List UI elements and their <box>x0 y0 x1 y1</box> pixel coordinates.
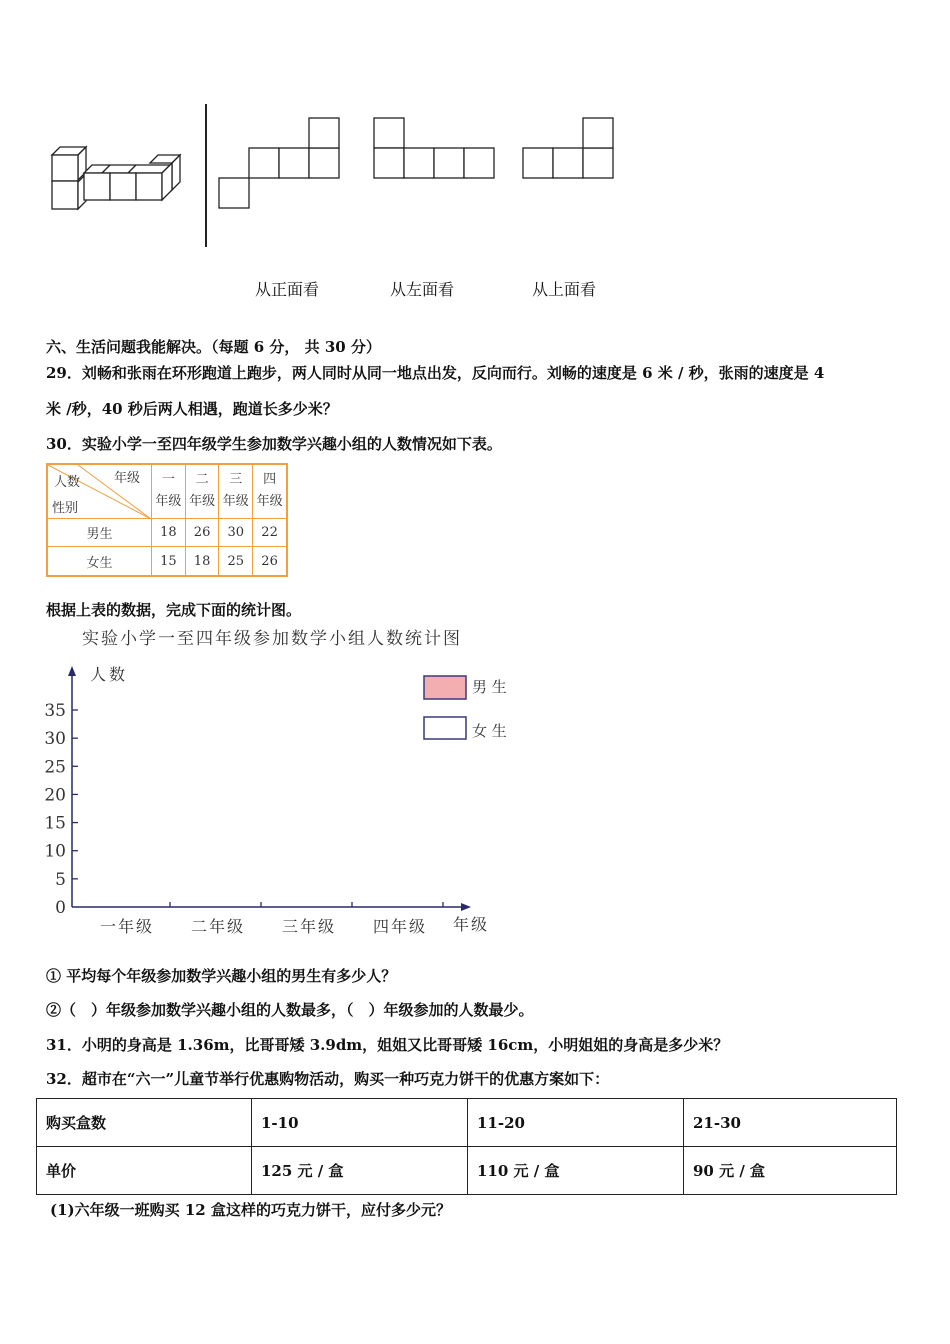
legend-label-girls: 女 生 <box>472 722 507 740</box>
table-cell: 单价 <box>37 1147 252 1195</box>
y-tick-label: 30 <box>44 729 66 750</box>
chart-title: 实验小学一至四年级参加数学小组人数统计图 <box>82 629 462 649</box>
y-tick-label: 10 <box>44 841 66 862</box>
legend-swatch-boys <box>424 676 466 699</box>
table-row <box>37 1147 897 1195</box>
table-header-cell: 购买盒数 <box>37 1099 252 1147</box>
y-tick-label: 35 <box>44 701 66 721</box>
table-cell: 18 <box>152 518 186 547</box>
front-view-label: 从正面看 <box>255 280 320 299</box>
cube-solid-figure <box>52 147 180 209</box>
interest-group-table <box>46 463 288 577</box>
row-label: 女生 <box>47 547 152 576</box>
table-cell: 22 <box>253 518 287 547</box>
table-header-cell: 11-20 <box>468 1099 684 1147</box>
y-tick-label: 20 <box>44 785 66 806</box>
x-category-label: 四年级 <box>373 917 428 936</box>
grade-header: 四 年级 <box>253 464 287 518</box>
legend-swatch-girls <box>424 717 466 739</box>
table-cell: 110 元 / 盒 <box>468 1147 684 1195</box>
row-label: 男生 <box>47 518 152 547</box>
table-cell: 25 <box>219 547 253 576</box>
q31-text: 31．小明的身高是 1.36m，比哥哥矮 3.9dm，姐姐又比哥哥矮 16cm，小明姐姐的身高是多少米？ <box>46 1036 729 1054</box>
grade-header: 一 年级 <box>152 464 186 518</box>
legend-label-boys: 男 生 <box>472 678 507 696</box>
grade-header: 三 年级 <box>219 464 253 518</box>
corner-gender-label: 性别 <box>52 501 79 516</box>
x-axis-arrow <box>461 903 471 911</box>
x-category-label: 二年级 <box>191 917 246 936</box>
table-cell: 26 <box>185 518 219 547</box>
table-row <box>47 518 287 547</box>
table-cell: 30 <box>219 518 253 547</box>
grade-header: 二 年级 <box>185 464 219 518</box>
chart-instruction: 根据上表的数据，完成下面的统计图。 <box>46 601 302 619</box>
y-axis-label: 人数 <box>90 665 129 684</box>
q29-line2: 米 /秒，40 秒后两人相遇，跑道长多少米？ <box>46 400 338 418</box>
price-table <box>36 1098 897 1195</box>
bar-chart <box>0 620 520 945</box>
q30-intro: 30．实验小学一至四年级学生参加数学兴趣小组的人数情况如下表。 <box>46 435 502 453</box>
cube-figures <box>0 0 950 270</box>
section-heading: 六、生活问题我能解决。（每题 6 分， 共 30 分） <box>46 338 381 356</box>
y-tick-label: 25 <box>44 757 66 778</box>
front-view-figure <box>219 118 339 208</box>
y-tick-label: 15 <box>44 813 66 834</box>
x-category-label: 三年级 <box>282 917 337 936</box>
q32-intro: 32．超市在“六一”儿童节举行优惠购物活动，购买一种巧克力饼干的优惠方案如下： <box>46 1070 610 1088</box>
corner-count-label: 人数 <box>54 475 81 490</box>
q29-line1: 29．刘畅和张雨在环形跑道上跑步，两人同时从同一地点出发，反向而行。刘畅的速度是 6 米 / 秒，张雨的速度是 4 <box>46 364 825 382</box>
table-cell: 18 <box>185 547 219 576</box>
table-cell: 125 元 / 盒 <box>252 1147 468 1195</box>
table-header-cell: 1-10 <box>252 1099 468 1147</box>
table-row <box>37 1099 897 1147</box>
y-tick-label: 5 <box>55 869 66 890</box>
corner-grade-label: 年级 <box>114 471 141 486</box>
left-view-figure <box>374 118 494 178</box>
top-view-label: 从上面看 <box>532 280 597 299</box>
table-corner-cell <box>47 464 152 518</box>
q32-sub1: (1)六年级一班购买 12 盒这样的巧克力饼干，应付多少元？ <box>50 1201 451 1219</box>
q30-sub1: ① 平均每个年级参加数学兴趣小组的男生有多少人？ <box>46 967 397 985</box>
q30-sub2: ②（ ）年级参加数学兴趣小组的人数最多，（ ）年级参加的人数最少。 <box>46 1001 534 1019</box>
table-cell: 15 <box>152 547 186 576</box>
table-row <box>47 547 287 576</box>
x-axis-label: 年级 <box>453 915 490 934</box>
x-category-label: 一年级 <box>100 917 155 936</box>
y-tick-label: 0 <box>55 898 66 918</box>
table-cell: 90 元 / 盒 <box>684 1147 897 1195</box>
left-view-label: 从左面看 <box>390 280 455 299</box>
table-cell: 26 <box>253 547 287 576</box>
y-axis-arrow <box>68 666 76 676</box>
top-view-figure <box>523 118 613 178</box>
table-header-cell: 21-30 <box>684 1099 897 1147</box>
